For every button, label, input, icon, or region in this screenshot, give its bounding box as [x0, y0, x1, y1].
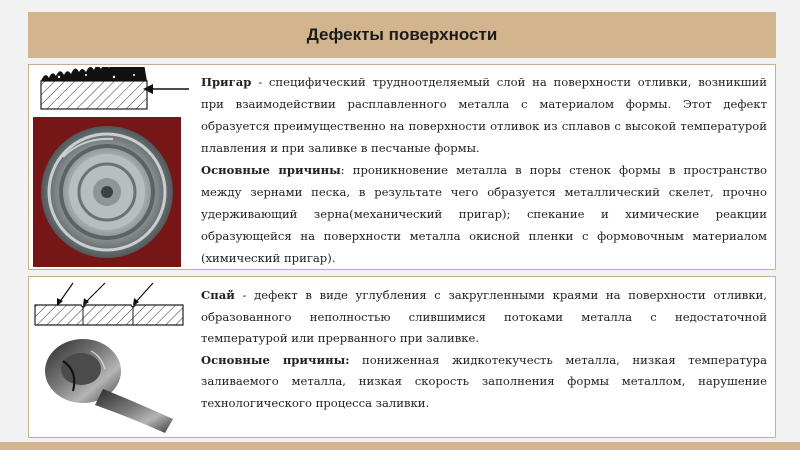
burn-on-causes-text: : проникновение металла в поры стенок формы в пространство между зернами песка, в результате чего образуется металлический скелет, прочно удерживающий зерна(механический пригар); спекание и химические реакции образующейся на поверхности металла окисной пленки с формовочным материалом (химический пригар).	[201, 163, 767, 265]
cold-shut-causes-label: Основные причины:	[201, 352, 350, 367]
burn-on-description	[201, 71, 767, 269]
burn-on-term: Пригар	[201, 75, 252, 89]
cold-shut-casting-photo	[33, 331, 183, 435]
cold-shut-diagram-icon	[33, 279, 189, 327]
cold-shut-description	[201, 285, 767, 414]
cold-shut-panel	[28, 276, 776, 438]
burn-on-definition: - специфический трудноотделяемый слой на поверхности отливки, возникший при взаимодействии расплавленного металла с материалом формы. Этот дефект образуется преимущественно на поверхности отливок из сплавов с высокой температурой плавления и при заливке в песчаные формы.	[201, 75, 767, 155]
cold-shut-term: Спай	[201, 288, 235, 302]
page-title: Дефекты поверхности	[306, 25, 498, 44]
burn-on-panel	[28, 64, 776, 270]
arrow-left-icon	[141, 73, 191, 99]
cold-shut-causes-text: пониженная жидкотекучесть металла, низкая температура заливаемого металла, низкая скорость заполнения формы металлом, нарушение технологического процесса заливки.	[201, 352, 767, 410]
burn-on-causes-label: Основные причины	[201, 163, 341, 177]
bottom-bar	[0, 442, 800, 450]
title-bar	[28, 12, 776, 58]
cold-shut-definition: - дефект в виде углубления с закругленными краями на поверхности отливки, образованного неполностью слившимися потоками металла с недостаточной температурой или прерванного при заливке.	[201, 288, 767, 345]
burn-on-casting-photo	[33, 117, 181, 267]
